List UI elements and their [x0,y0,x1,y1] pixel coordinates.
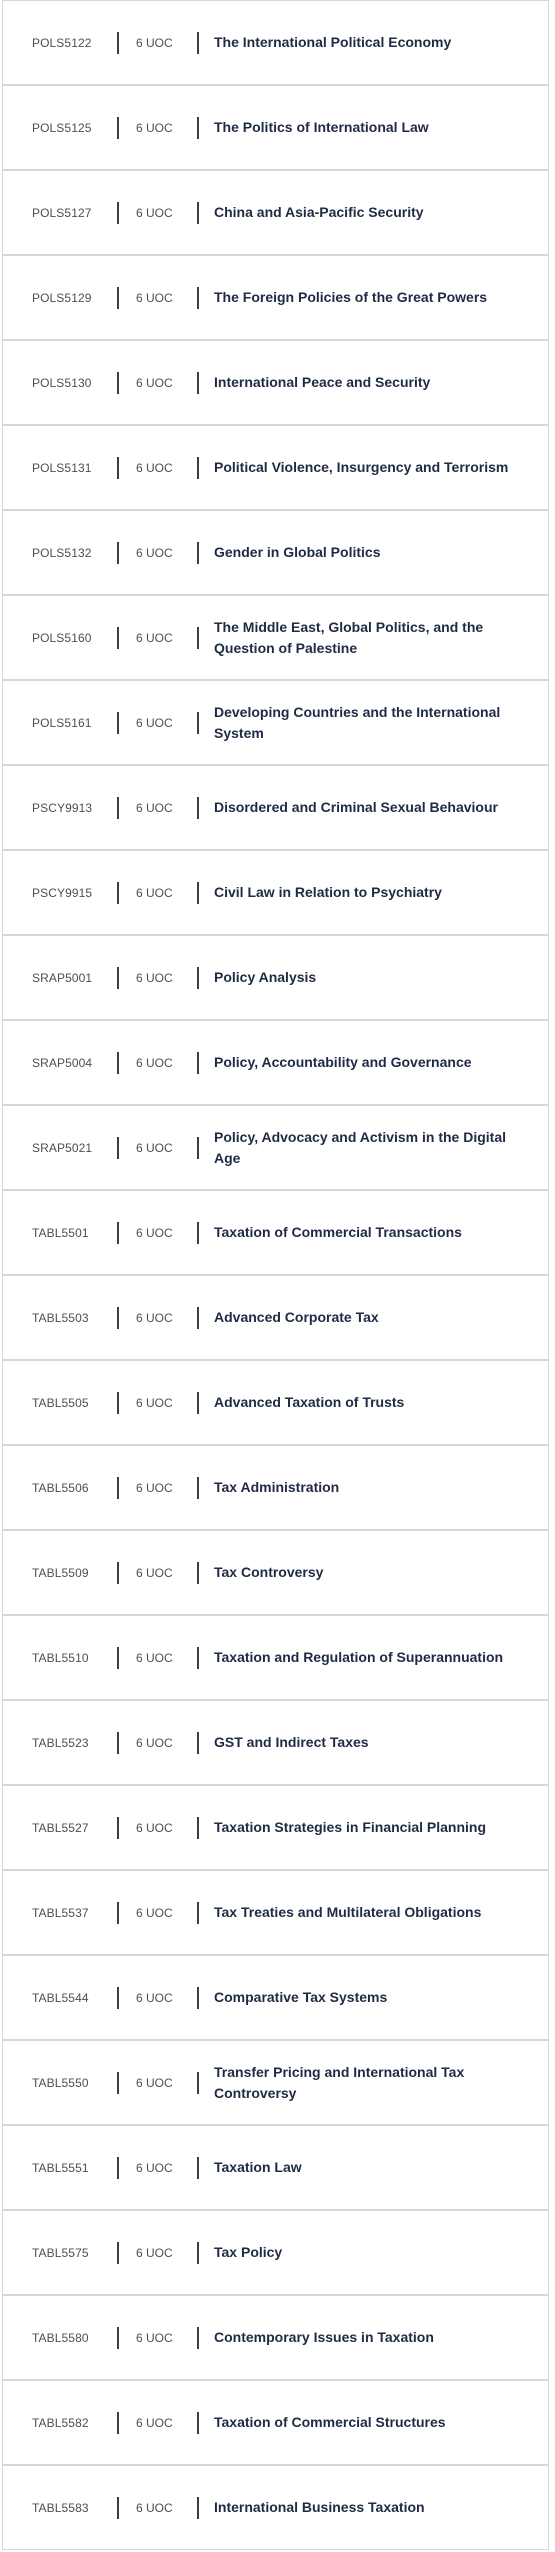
course-code: TABL5501 [32,1225,89,1240]
course-card[interactable] [2,1275,549,1360]
separator [117,1902,119,1924]
course-uoc: 6 UOC [136,1650,173,1665]
separator [197,797,199,819]
separator [197,882,199,904]
course-code: POLS5129 [32,290,92,305]
course-card[interactable] [2,2210,549,2295]
course-title: Developing Countries and the International System [214,703,501,741]
course-card[interactable] [2,0,549,85]
separator [197,1222,199,1244]
separator [117,1562,119,1584]
course-uoc: 6 UOC [136,290,173,305]
separator [117,2072,119,2094]
separator [117,2412,119,2434]
separator [117,1817,119,1839]
course-uoc: 6 UOC [136,800,173,815]
course-card[interactable] [2,1615,549,1700]
course-title: The International Political Economy [214,34,452,50]
separator [117,627,119,649]
course-title: Tax Policy [214,2244,283,2260]
course-uoc: 6 UOC [136,1310,173,1325]
course-card[interactable] [2,2295,549,2380]
separator [197,202,199,224]
separator [117,2327,119,2349]
course-card[interactable] [2,765,549,850]
separator [197,1392,199,1414]
course-code: POLS5127 [32,205,92,220]
separator [197,2497,199,2519]
course-title: International Peace and Security [214,374,431,390]
course-title: Gender in Global Politics [214,544,381,560]
separator [117,202,119,224]
course-code: SRAP5021 [32,1140,93,1155]
separator [117,457,119,479]
course-title: Political Violence, Insurgency and Terrorism [214,459,509,475]
course-title: Advanced Taxation of Trusts [214,1394,405,1410]
course-uoc: 6 UOC [136,1990,173,2005]
course-code: POLS5160 [32,630,92,645]
course-uoc: 6 UOC [136,715,173,730]
separator [197,1307,199,1329]
course-title: Contemporary Issues in Taxation [214,2329,434,2345]
course-uoc: 6 UOC [136,1820,173,1835]
separator [117,1392,119,1414]
course-card[interactable] [2,850,549,935]
course-card[interactable] [2,510,549,595]
separator [197,1052,199,1074]
separator [197,2242,199,2264]
course-code: TABL5503 [32,1310,89,1325]
course-title: Tax Controversy [214,1564,324,1580]
course-card[interactable] [2,425,549,510]
course-title: Policy, Advocacy and Activism in the Digital Age [214,1128,507,1166]
course-code: POLS5130 [32,375,92,390]
separator [117,1137,119,1159]
separator [197,372,199,394]
course-code: POLS5131 [32,460,92,475]
course-title: Civil Law in Relation to Psychiatry [214,884,442,900]
separator [117,2242,119,2264]
separator [117,32,119,54]
separator [197,542,199,564]
course-title: Policy Analysis [214,969,317,985]
separator [197,32,199,54]
course-uoc: 6 UOC [136,120,173,135]
course-uoc: 6 UOC [136,1480,173,1495]
separator [117,967,119,989]
separator [197,457,199,479]
course-uoc: 6 UOC [136,375,173,390]
course-uoc: 6 UOC [136,545,173,560]
course-code: TABL5509 [32,1565,89,1580]
course-card[interactable] [2,340,549,425]
separator [197,1817,199,1839]
course-card[interactable] [2,2040,549,2125]
separator [117,797,119,819]
course-uoc: 6 UOC [136,35,173,50]
course-uoc: 6 UOC [136,2245,173,2260]
separator [197,117,199,139]
course-title: Disordered and Criminal Sexual Behaviour [214,799,498,815]
course-code: TABL5527 [32,1820,89,1835]
course-uoc: 6 UOC [136,630,173,645]
course-title: Taxation Law [214,2159,302,2175]
course-card[interactable] [2,1955,549,2040]
separator [197,1562,199,1584]
course-title: Tax Treaties and Multilateral Obligations [214,1904,482,1920]
course-uoc: 6 UOC [136,1225,173,1240]
course-uoc: 6 UOC [136,1905,173,1920]
course-code: TABL5580 [32,2330,89,2345]
separator [197,287,199,309]
course-card[interactable] [2,680,549,765]
course-uoc: 6 UOC [136,205,173,220]
course-uoc: 6 UOC [136,2160,173,2175]
course-uoc: 6 UOC [136,460,173,475]
separator [197,2327,199,2349]
separator [197,1732,199,1754]
separator [117,1477,119,1499]
course-code: TABL5550 [32,2075,89,2090]
course-title: Taxation of Commercial Structures [214,2414,446,2430]
course-title: Taxation Strategies in Financial Planning [214,1819,487,1835]
separator [117,1732,119,1754]
separator [117,287,119,309]
separator [197,2412,199,2434]
course-uoc: 6 UOC [136,970,173,985]
course-code: POLS5132 [32,545,92,560]
course-code: TABL5506 [32,1480,89,1495]
course-uoc: 6 UOC [136,2330,173,2345]
separator [117,2157,119,2179]
separator [197,627,199,649]
course-title: The Middle East, Global Politics, and the Question of Palestine [214,618,484,656]
separator [117,1052,119,1074]
course-card[interactable] [2,2125,549,2210]
course-uoc: 6 UOC [136,1140,173,1155]
course-code: POLS5122 [32,35,92,50]
separator [117,1307,119,1329]
course-code: SRAP5004 [32,1055,93,1070]
course-title: Transfer Pricing and International Tax Controversy [214,2063,465,2101]
separator [117,542,119,564]
course-code: TABL5583 [32,2500,89,2515]
separator [117,712,119,734]
separator [197,1477,199,1499]
course-code: POLS5161 [32,715,92,730]
course-code: SRAP5001 [32,970,93,985]
separator [117,372,119,394]
course-title: The Politics of International Law [214,119,429,135]
separator [117,1647,119,1669]
separator [197,2072,199,2094]
course-title: Policy, Accountability and Governance [214,1054,472,1070]
course-title: Comparative Tax Systems [214,1989,388,2005]
course-uoc: 6 UOC [136,1395,173,1410]
course-title: Taxation and Regulation of Superannuation [214,1649,504,1665]
course-uoc: 6 UOC [136,2075,173,2090]
course-uoc: 6 UOC [136,2415,173,2430]
separator [197,712,199,734]
separator [197,1647,199,1669]
separator [197,1987,199,2009]
course-card[interactable] [2,255,549,340]
course-card[interactable] [2,595,549,680]
course-title: Advanced Corporate Tax [214,1309,379,1325]
separator [117,1222,119,1244]
course-card[interactable] [2,2380,549,2465]
course-title: Tax Administration [214,1479,340,1495]
course-card[interactable] [2,1190,549,1275]
course-uoc: 6 UOC [136,1565,173,1580]
course-title: Taxation of Commercial Transactions [214,1224,462,1240]
course-card[interactable] [2,1020,549,1105]
course-code: TABL5505 [32,1395,89,1410]
course-uoc: 6 UOC [136,1055,173,1070]
course-uoc: 6 UOC [136,885,173,900]
course-code: PSCY9915 [32,885,93,900]
course-card[interactable] [2,85,549,170]
separator [117,1987,119,2009]
separator [197,967,199,989]
separator [197,2157,199,2179]
course-card[interactable] [2,1105,549,1190]
course-card[interactable] [2,170,549,255]
course-code: TABL5575 [32,2245,89,2260]
course-uoc: 6 UOC [136,2500,173,2515]
course-card[interactable] [2,1870,549,1955]
course-code: TABL5544 [32,1990,89,2005]
course-card[interactable] [2,935,549,1020]
course-card[interactable] [2,1530,549,1615]
course-card[interactable] [2,1785,549,1870]
course-code: TABL5582 [32,2415,89,2430]
course-code: TABL5510 [32,1650,89,1665]
course-title: China and Asia-Pacific Security [214,204,424,220]
course-title: GST and Indirect Taxes [214,1734,369,1750]
separator [197,1137,199,1159]
course-code: TABL5523 [32,1735,89,1750]
course-card[interactable] [2,2465,549,2550]
course-code: TABL5537 [32,1905,89,1920]
separator [117,882,119,904]
course-card[interactable] [2,1700,549,1785]
separator [117,2497,119,2519]
course-code: PSCY9913 [32,800,93,815]
course-title: The Foreign Policies of the Great Powers [214,289,488,305]
course-code: POLS5125 [32,120,92,135]
course-title: International Business Taxation [214,2499,425,2515]
separator [117,117,119,139]
course-card[interactable] [2,1445,549,1530]
course-card[interactable] [2,1360,549,1445]
separator [197,1902,199,1924]
course-uoc: 6 UOC [136,1735,173,1750]
course-code: TABL5551 [32,2160,89,2175]
